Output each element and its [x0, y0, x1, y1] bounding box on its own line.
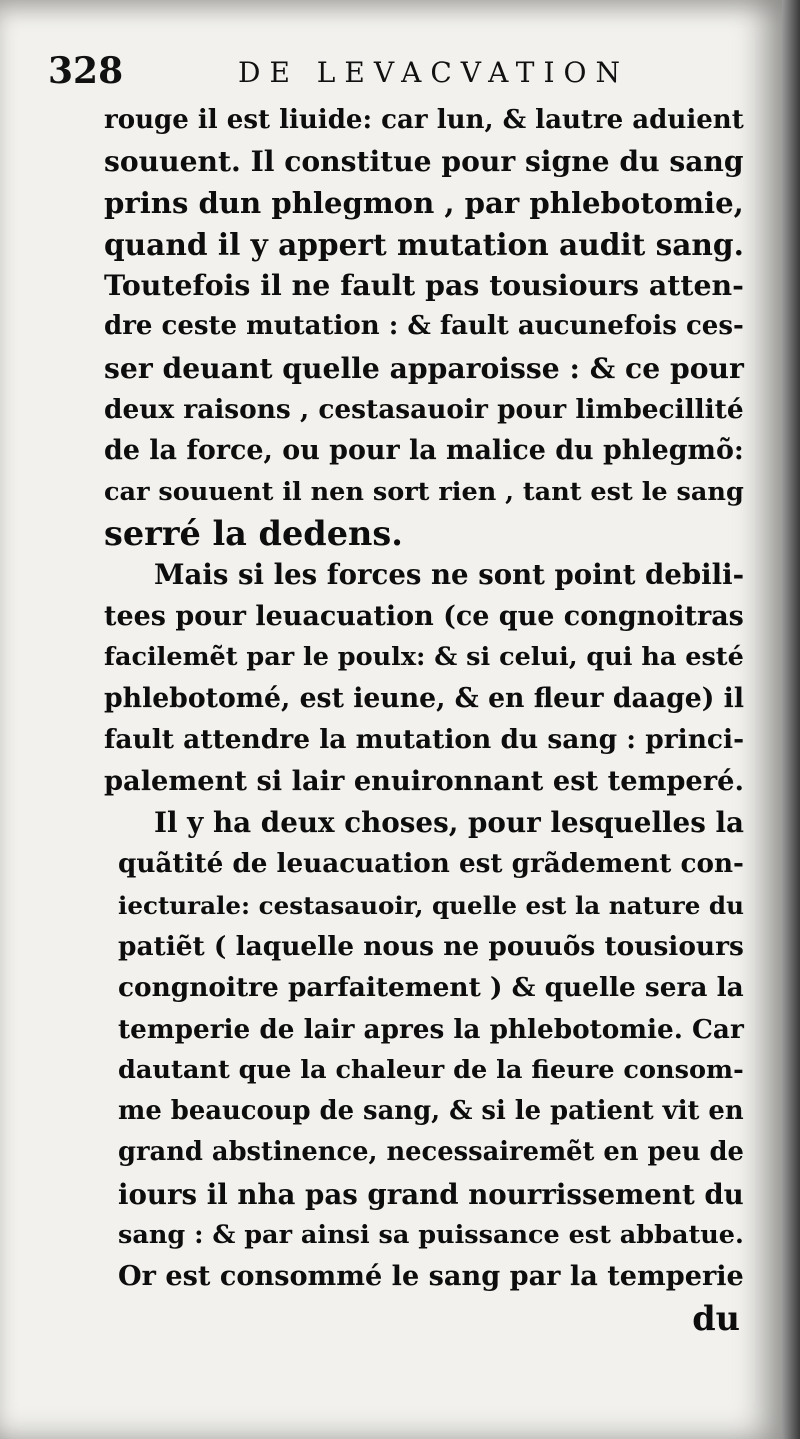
text-line: rouge il est liuide: car lun, & lautre aduient — [104, 105, 744, 135]
text-line: de la force, ou pour la malice du phlegmõ: — [104, 435, 744, 467]
text-line: ser deuant quelle apparoisse : & ce pour — [104, 351, 744, 385]
text-line: temperie de lair apres la phlebotomie. Car — [118, 1013, 744, 1045]
body-text — [104, 100, 764, 1339]
text-line: palement si lair enuironnant est temperé. — [104, 764, 744, 797]
text-line: car souuent il nen sort rien , tant est le sang — [104, 476, 744, 507]
text-line: fault attendre la mutation du sang : princi- — [104, 724, 745, 756]
text-line: me beaucoup de sang, & si le patient vit en — [118, 1096, 744, 1127]
text-line: patiẽt ( laquelle nous ne pouuõs tousiours — [118, 930, 744, 962]
page-header — [48, 50, 748, 100]
paragraph-start-line: Il y ha deux choses, pour lesquelles la — [154, 806, 744, 840]
text-line: dre ceste mutation : & fault aucunefois ces- — [104, 311, 744, 342]
text-line: sang : & par ainsi sa puissance est abbatue. — [118, 1220, 744, 1251]
text-line: Toutefois il ne fault pas tousiours atten- — [104, 268, 744, 303]
page-number: 328 — [48, 50, 124, 92]
text-line: quãtité de leuacuation est grãdement con- — [118, 848, 744, 880]
catchword: du — [692, 1298, 740, 1338]
page-edge-shadow — [782, 0, 800, 1439]
text-line: dautant que la chaleur de la fieure consom- — [118, 1054, 744, 1085]
text-line: iecturale: cestasauoir, quelle est la nature du — [118, 890, 744, 920]
text-line: souuent. Il constitue pour signe du sang — [104, 145, 744, 179]
text-line: iours il nha pas grand nourrissement du — [118, 1177, 744, 1211]
text-line: serré la dedens. — [104, 513, 403, 553]
text-line: quand il y appert mutation audit sang. — [104, 226, 744, 262]
text-line: grand abstinence, necessairemẽt en peu de — [118, 1137, 744, 1168]
text-line: prins dun phlegmon , par phlebotomie, — [104, 185, 744, 220]
paragraph-start-line: Mais si les forces ne sont point debili- — [154, 558, 745, 592]
text-line: facilemẽt par le poulx: & si celui, qui ha esté — [104, 641, 744, 672]
text-line: tees pour leuacuation (ce que congnoitras — [104, 600, 744, 632]
text-line: phlebotomé, est ieune, & en fleur daage) il — [104, 683, 744, 715]
text-line: deux raisons , cestasauoir pour limbecillité — [104, 394, 744, 426]
running-head: DE LEVACVATION — [238, 56, 629, 89]
text-line: Or est consommé le sang par la temperie — [118, 1261, 744, 1293]
text-line: congnoitre parfaitement ) & quelle sera la — [118, 972, 744, 1004]
